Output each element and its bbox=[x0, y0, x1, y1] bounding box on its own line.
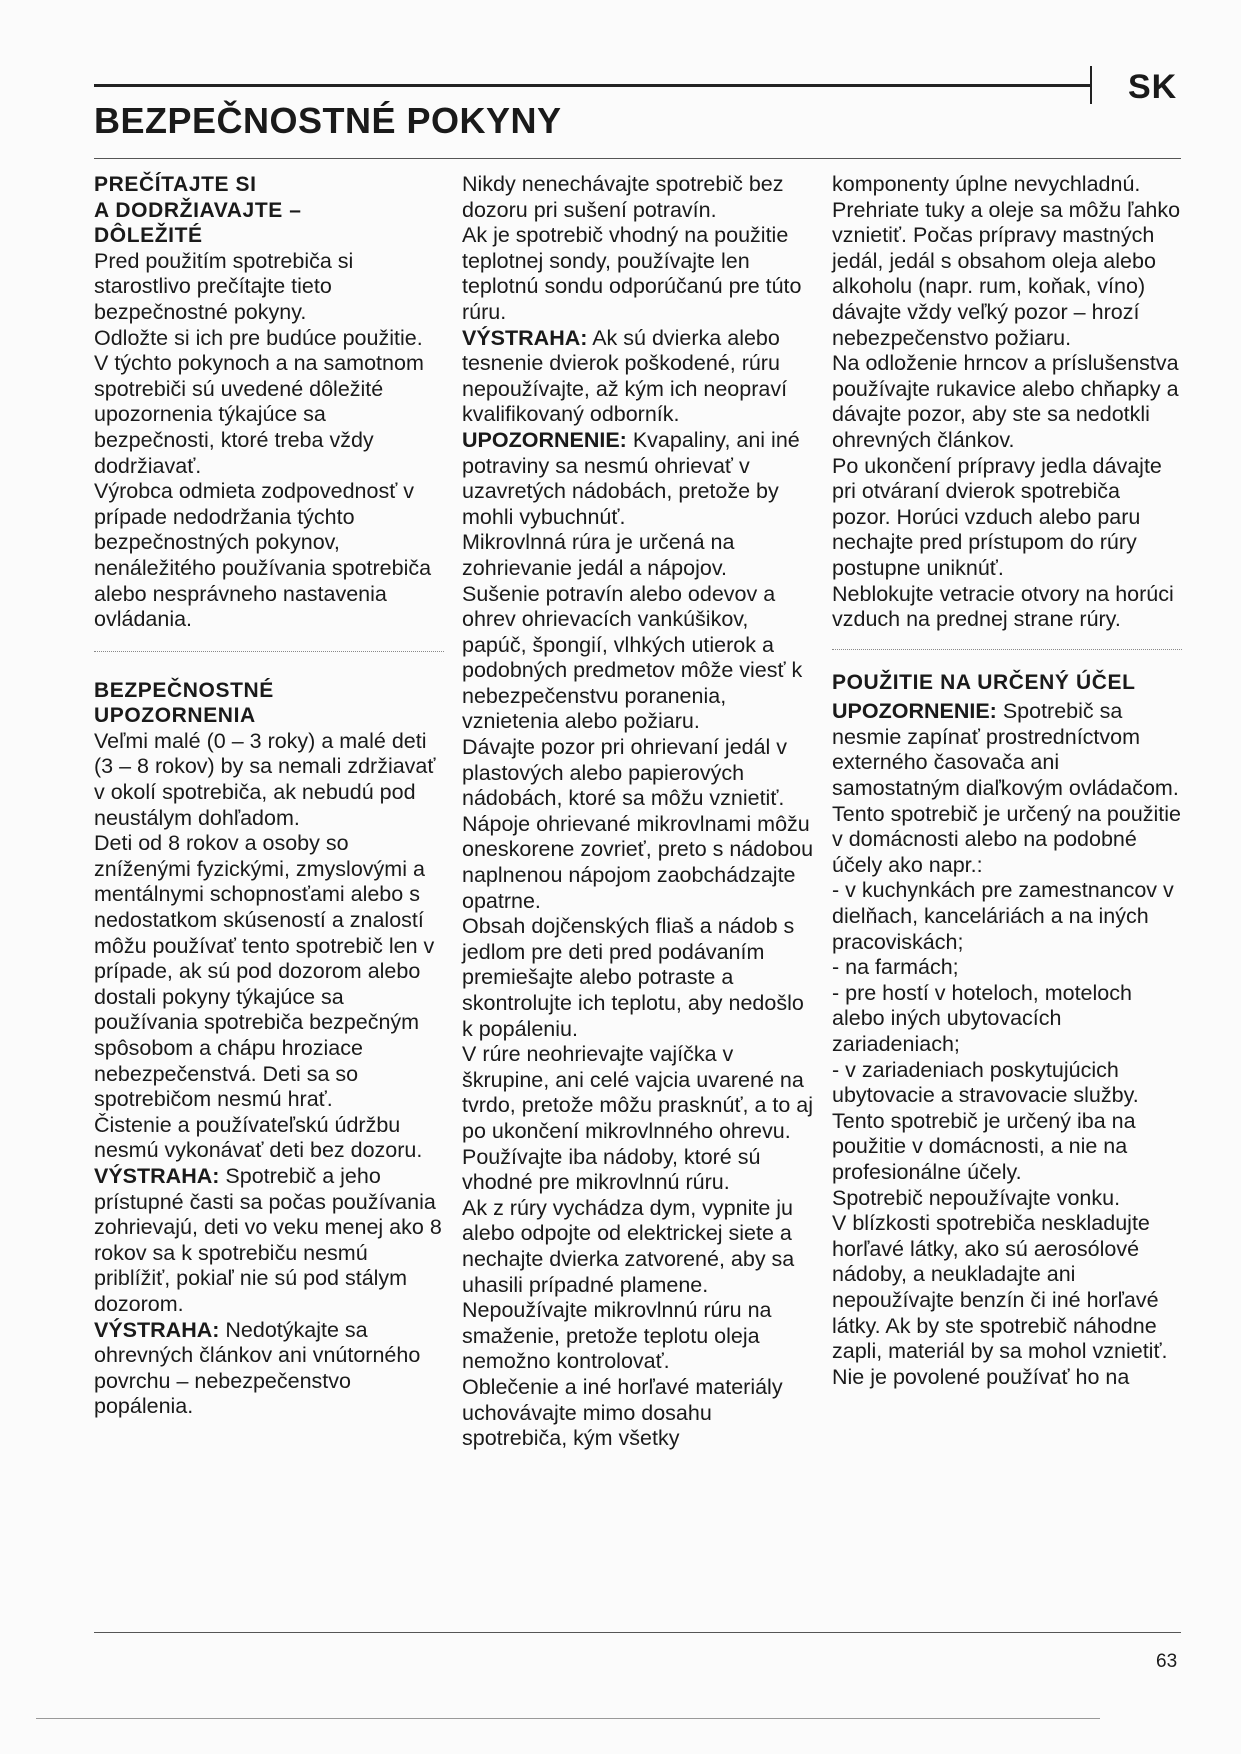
paragraph: Tento spotrebič je určený na použitie v domácnosti alebo na podobné účely ako napr.: bbox=[832, 801, 1181, 877]
notice-paragraph bbox=[462, 428, 817, 530]
section-heading-safety: BEZPEČNOSTNÉ UPOZORNENIA bbox=[94, 678, 274, 728]
language-code: SK bbox=[1128, 68, 1178, 106]
title-underline bbox=[94, 158, 1181, 159]
paragraph: Nikdy nenechávajte spotrebič bez dozoru pri sušení potravín. bbox=[462, 172, 784, 222]
paragraph: Nápoje ohrievané mikrovlnami môžu oneskorene zovrieť, preto s nádobou naplnenou nápojom zaobchádzajte opatrne. bbox=[462, 811, 814, 913]
warning-label: VÝSTRAHA: bbox=[94, 1317, 220, 1342]
paragraph: Tento spotrebič je určený iba na použitie v domácnosti, a nie na profesionálne účely. bbox=[832, 1108, 1136, 1184]
warning-paragraph bbox=[462, 326, 817, 428]
paragraph: V rúre neohrievajte vajíčka v škrupine, ani celé vajcia uvarené na tvrdo, pretože môžu prasknúť, a to aj po ukončení mikrovlnného ohrevu. bbox=[462, 1042, 814, 1143]
paragraph: Výrobca odmieta zodpovednosť v prípade nedodržania týchto bezpečnostných pokynov, nenáležitého používania spotrebiča alebo nesprávneho nastavenia ovládania. bbox=[94, 479, 432, 632]
paragraph: Používajte iba nádoby, ktoré sú vhodné pre mikrovlnnú rúru. bbox=[462, 1144, 761, 1195]
paragraph: Sušenie potravín alebo odevov a ohrev ohrievacích vankúšikov, papúč, špongií, vlhkých utierok a podobných predmetov môže viesť k nebezpečenstvu poranenia, vznietenia alebo požiaru. bbox=[462, 581, 803, 734]
list-item: - v zariadeniach poskytujúcich ubytovacie a stravovacie služby. bbox=[832, 1057, 1139, 1108]
paragraph: Neblokujte vetracie otvory na horúci vzduch na prednej strane rúry. bbox=[832, 581, 1174, 632]
notice-paragraph bbox=[832, 699, 1182, 801]
warning-paragraph bbox=[94, 1318, 444, 1420]
paragraph: Pred použitím spotrebiča si starostlivo prečítajte tieto bezpečnostné pokyny. bbox=[94, 248, 354, 324]
paragraph: Veľmi malé (0 – 3 roky) a malé deti (3 – 8 rokov) by sa nemali zdržiavať v okolí spotrebiča, ak nebudú pod neustálym dohľadom. bbox=[94, 728, 436, 830]
paragraph: Dávajte pozor pri ohrievaní jedál v plastových alebo papierových nádobách, ktoré sa môžu vznietiť. bbox=[462, 735, 788, 811]
paragraph: Spotrebič nepoužívajte vonku. bbox=[832, 1185, 1121, 1210]
column-3 bbox=[832, 172, 1182, 1390]
list-item: - pre hostí v hoteloch, moteloch alebo iných ubytovacích zariadeniach; bbox=[832, 980, 1132, 1056]
warning-label: VÝSTRAHA: bbox=[462, 325, 588, 350]
paragraph: Nie je povolené používať ho na bbox=[832, 1364, 1130, 1389]
page-title: BEZPEČNOSTNÉ POKYNY bbox=[94, 100, 562, 141]
paragraph: Deti od 8 rokov a osoby so zníženými fyzickými, zmyslovými a mentálnymi schopnosťami alebo s nedostatkom skúseností a znalostí môžu používať tento spotrebič len v prípade, ak sú pod dozorom alebo dostali pokyny týkajúce sa používania spotrebiča bezpečným spôsobom a chápu hroziace nebezpečenstvá. Deti sa so spotrebičom nesmú hrať. bbox=[94, 831, 435, 1112]
section-heading-read: PREČÍTAJTE SI A DODRŽIAVAJTE – DÔLEŽITÉ bbox=[94, 173, 302, 248]
paragraph: Čistenie a používateľskú údržbu nesmú vykonávať deti bez dozoru. bbox=[94, 1112, 423, 1163]
warning-text: Ak sú dvierka alebo tesnenie dvierok poškodené, rúru nepoužívajte, až kým ich neopraví kvalifikovaný odborník. bbox=[462, 325, 788, 427]
column-2 bbox=[462, 172, 817, 1452]
notice-label: UPOZORNENIE: bbox=[462, 427, 627, 452]
paragraph: Obsah dojčenských fliaš a nádob s jedlom pre deti pred podávaním premiešajte alebo potraste a skontrolujte ich teplotu, aby nedošlo k popáleniu. bbox=[462, 914, 804, 1041]
paragraph: V týchto pokynoch a na samotnom spotrebiči sú uvedené dôležité upozornenia týkajúce sa bezpečnosti, ktoré treba vždy dodržiavať. bbox=[94, 351, 424, 478]
paragraph: Odložte si ich pre budúce použitie. bbox=[94, 325, 423, 350]
warning-paragraph bbox=[94, 1164, 444, 1318]
list-item: - v kuchynkách pre zamestnancov v dielňach, kanceláriách a na iných pracoviskách; bbox=[832, 878, 1174, 954]
paragraph: Mikrovlnná rúra je určená na zohrievanie jedál a nápojov. bbox=[462, 530, 735, 580]
warning-text: Spotrebič a jeho prístupné časti sa počas používania zohrievajú, deti vo veku menej ako 8 rokov sa k spotrebiču nesmú priblížiť, pokiaľ nie sú pod stálym dozorom. bbox=[94, 1163, 442, 1316]
paragraph: Ak z rúry vychádza dym, vypnite ju alebo odpojte od elektrickej siete a nechajte dvierka zatvorené, aby sa uhasili prípadné plamene. bbox=[462, 1195, 795, 1297]
list-item: - na farmách; bbox=[832, 955, 959, 980]
paragraph: Prehriate tuky a oleje sa môžu ľahko vznietiť. Počas prípravy mastných jedál, jedál s obsahom oleja alebo alkoholu (napr. rum, koňak, víno) dávajte vždy veľký pozor – hrozí nebezpečenstvo požiaru. bbox=[832, 197, 1181, 350]
paragraph: V blízkosti spotrebiča neskladujte horľavé látky, ako sú aerosólové nádoby, a neukladajte ani nepoužívajte benzín či iné horľavé látky. Ak by ste spotrebič náhodne zapli, materiál by sa mohol vznietiť. bbox=[832, 1211, 1168, 1364]
paragraph: komponenty úplne nevychladnú. bbox=[832, 172, 1141, 196]
dotted-separator bbox=[832, 649, 1182, 650]
notice-text: Spotrebič sa nesmie zapínať prostredníctvom externého časovača ani samostatným diaľkovým ovládačom. bbox=[832, 699, 1179, 801]
bottom-edge-rule bbox=[36, 1718, 1100, 1719]
column-1 bbox=[94, 172, 444, 1420]
footer-rule bbox=[94, 1632, 1181, 1633]
paragraph: Ak je spotrebič vhodný na použitie teplotnej sondy, používajte len teplotnú sondu odporúčanú pre túto rúru. bbox=[462, 223, 802, 324]
paragraph: Oblečenie a iné horľavé materiály uchovávajte mimo dosahu spotrebiča, kým všetky bbox=[462, 1374, 783, 1451]
paragraph: Na odloženie hrncov a príslušenstva používajte rukavice alebo chňapky a dávajte pozor, aby ste sa nedotkli ohrevných článkov. bbox=[832, 351, 1179, 452]
top-rule bbox=[94, 84, 1090, 87]
warning-label: VÝSTRAHA: bbox=[94, 1163, 220, 1188]
paragraph: Po ukončení prípravy jedla dávajte pri otváraní dvierok spotrebiča pozor. Horúci vzduch alebo paru nechajte pred prístupom do rúry postupne uniknúť. bbox=[832, 453, 1162, 580]
warning-text: Nedotýkajte sa ohrevných článkov ani vnútorného povrchu – nebezpečenstvo popálenia. bbox=[94, 1317, 421, 1419]
section-heading-intended-use: POUŽITIE NA URČENÝ ÚČEL bbox=[832, 670, 1136, 694]
paragraph: Nepoužívajte mikrovlnnú rúru na smaženie, pretože teplotu oleja nemožno kontrolovať. bbox=[462, 1298, 772, 1374]
notice-text: Kvapaliny, ani iné potraviny sa nesmú ohrievať v uzavretých nádobách, pretože by mohli vybuchnúť. bbox=[462, 427, 800, 529]
notice-label: UPOZORNENIE: bbox=[832, 699, 997, 724]
dotted-separator bbox=[94, 651, 444, 652]
top-rule-tick bbox=[1090, 66, 1092, 104]
page-number: 63 bbox=[1156, 1651, 1178, 1672]
